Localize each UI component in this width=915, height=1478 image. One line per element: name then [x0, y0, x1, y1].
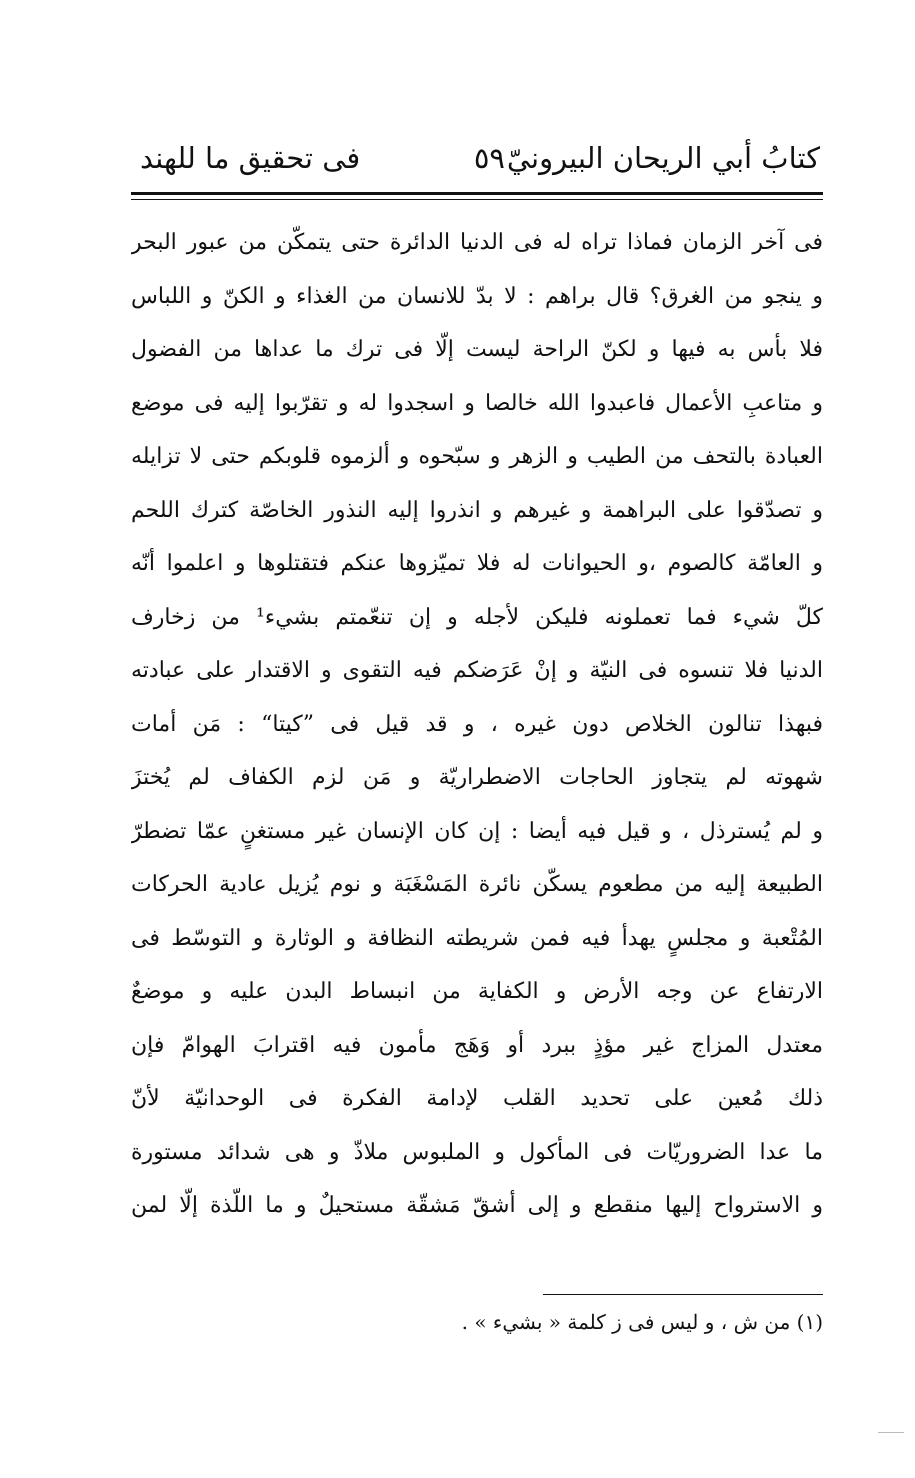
header-book-title: كتابُ أبي الريحان البيرونيّ [506, 141, 820, 175]
header-rule-thin [131, 199, 823, 200]
margin-mark [878, 1432, 904, 1433]
running-header [140, 134, 820, 182]
text-line: و تصدّقوا على البراهمة و غيرهم و انذروا إليه النذور الخاصّة كترك اللحم [131, 497, 823, 523]
header-rule-thick [131, 192, 823, 195]
footnote-divider [543, 1294, 823, 1295]
text-line: ما عدا الضروريّات فى المأكول و الملبوس ملاذّ و هى شدائد مستورة [131, 1139, 823, 1165]
footnote: (١) من ش ، و ليس فى ز كلمة « بشيء » . [461, 1310, 823, 1334]
text-line: الطبيعة إليه من مطعوم يسكّن نائرة المَسْغَبَة و نوم يُزيل عادية الحركات [131, 872, 823, 897]
text-line: معتدل المزاج غير مؤذٍ ببرد أو وَهَج مأمون فيه اقترابَ الهوامّ فإن [131, 1032, 823, 1058]
text-line: كلّ شيء فما تعملونه فليكن لأجله و إن تنعّمتم بشيء¹ من زخارف [131, 604, 823, 630]
text-line: و العامّة كالصوم ،و الحيوانات له فلا تميّزوها عنكم فتقتلوها و اعلموا أنّه [131, 551, 823, 576]
text-line: و ينجو من الغرق؟ قال براهم : لا بدّ للانسان من الغذاء و الكنّ و اللباس [131, 283, 823, 309]
text-line: و لم يُسترذل ، و قيل فيه أيضا : إن كان الإنسان غير مستغنٍ عمّا تضطرّ [131, 818, 823, 844]
text-line: و متاعبِ الأعمال فاعبدوا الله خالصا و اسجدوا له و تقرّبوا إليه فى موضع [131, 390, 823, 416]
text-line: المُتْعبة و مجلسٍ يهدأ فيه فمن شريطته النظافة و الوثارة و التوسّط فى [131, 925, 823, 951]
header-subtitle: فى تحقيق ما للهند [140, 141, 361, 175]
text-line: فبهذا تنالون الخلاص دون غيره ، و قد قيل فى ”كيتا“ : مَن أمات [131, 711, 823, 737]
text-line: العبادة بالتحف من الطيب و الزهر و سبّحوه و ألزموه قلوبكم حتى لا تزايله [131, 444, 823, 469]
text-line: و الاسترواح إليها منقطع و إلى أشقّ مَشقّة مستحيلٌ و ما اللّذة إلّا لمن [131, 1193, 823, 1218]
text-line: شهوته لم يتجاوز الحاجات الاضطراريّة و مَن لزم الكفاف لم يُختزَ [131, 765, 823, 790]
body-text [131, 216, 823, 1233]
text-line: فلا بأس به فيها و لكنّ الراحة ليست إلّا فى ترك ما عداها من الفضول [131, 337, 823, 362]
text-line: الارتفاع عن وجه الأرض و الكفاية من انبساط البدن عليه و موضعٌ [131, 979, 823, 1004]
text-line: ذلك مُعين على تحديد القلب لإدامة الفكرة فى الوحدانيّة لأنّ [131, 1086, 823, 1111]
page-number: ٥٩ [473, 141, 505, 175]
text-line: فى آخر الزمان فماذا تراه له فى الدنيا الدائرة حتى يتمكّن من عبور البحر [131, 230, 823, 255]
text-line: الدنيا فلا تنسوه فى النيّة و إنْ عَرَضكم فيه التقوى و الاقتدار على عبادته [131, 658, 823, 683]
